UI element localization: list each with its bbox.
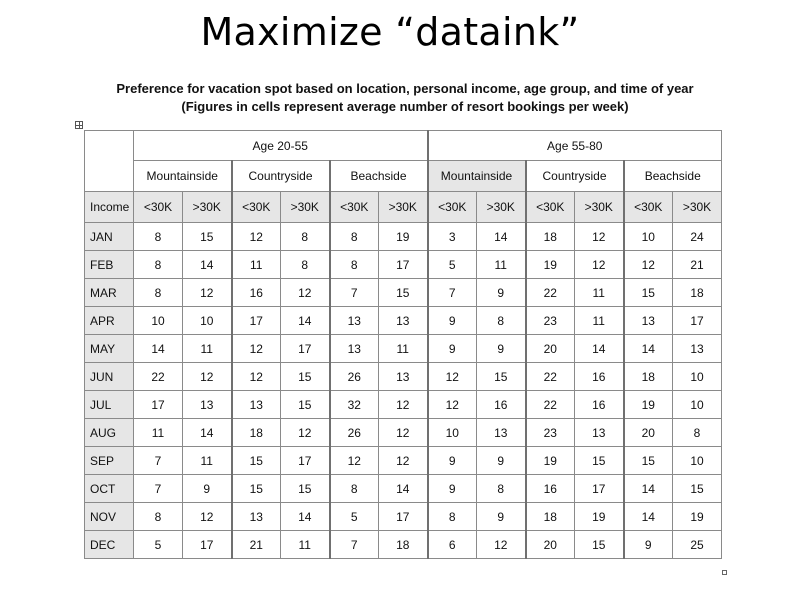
- data-cell: 11: [477, 251, 526, 279]
- month-label: MAY: [85, 335, 134, 363]
- month-label: OCT: [85, 475, 134, 503]
- table-row: [85, 307, 722, 335]
- table-row: [85, 223, 722, 251]
- data-cell: 20: [624, 419, 673, 447]
- month-label: AUG: [85, 419, 134, 447]
- data-cell: 13: [330, 307, 379, 335]
- data-cell: 10: [134, 307, 183, 335]
- income-level-header: <30K: [428, 192, 477, 223]
- month-label: NOV: [85, 503, 134, 531]
- data-cell: 14: [183, 419, 232, 447]
- data-cell: 7: [134, 447, 183, 475]
- data-cell: 9: [477, 279, 526, 307]
- data-cell: 25: [673, 531, 722, 559]
- data-cell: 8: [330, 251, 379, 279]
- data-cell: 15: [624, 279, 673, 307]
- table-row: [85, 531, 722, 559]
- data-cell: 12: [624, 251, 673, 279]
- data-cell: 15: [281, 391, 330, 419]
- table-row: [85, 335, 722, 363]
- data-cell: 12: [183, 363, 232, 391]
- data-cell: 12: [428, 391, 477, 419]
- income-label: Income: [85, 192, 134, 223]
- data-cell: 7: [330, 531, 379, 559]
- age-group-header-row: [85, 131, 722, 161]
- income-level-header: >30K: [673, 192, 722, 223]
- data-cell: 13: [575, 419, 624, 447]
- data-cell: 18: [624, 363, 673, 391]
- data-cell: 8: [281, 251, 330, 279]
- table-row: [85, 363, 722, 391]
- data-cell: 12: [281, 279, 330, 307]
- income-level-header: >30K: [183, 192, 232, 223]
- location-header-row: [85, 161, 722, 192]
- data-cell: 13: [183, 391, 232, 419]
- data-cell: 19: [673, 503, 722, 531]
- table-caption-line-1: Preference for vacation spot based on location, personal income, age group, and time of year: [116, 81, 694, 96]
- data-cell: 11: [379, 335, 428, 363]
- data-cell: 17: [183, 531, 232, 559]
- month-label: JAN: [85, 223, 134, 251]
- table-row: [85, 447, 722, 475]
- bookings-table: [84, 130, 722, 559]
- data-cell: 8: [330, 223, 379, 251]
- data-cell: 17: [379, 251, 428, 279]
- data-cell: 15: [281, 475, 330, 503]
- data-cell: 20: [526, 335, 575, 363]
- data-cell: 14: [281, 307, 330, 335]
- data-cell: 11: [183, 447, 232, 475]
- data-cell: 9: [477, 503, 526, 531]
- income-level-header: <30K: [232, 192, 281, 223]
- data-cell: 26: [330, 419, 379, 447]
- data-cell: 9: [428, 447, 477, 475]
- month-label: SEP: [85, 447, 134, 475]
- data-cell: 5: [134, 531, 183, 559]
- location-header: Mountainside: [428, 161, 526, 192]
- data-cell: 12: [232, 223, 281, 251]
- data-cell: 9: [428, 475, 477, 503]
- data-cell: 22: [526, 363, 575, 391]
- data-cell: 19: [526, 447, 575, 475]
- data-cell: 13: [379, 363, 428, 391]
- data-cell: 8: [477, 307, 526, 335]
- location-header: Countryside: [526, 161, 624, 192]
- data-cell: 14: [624, 475, 673, 503]
- data-cell: 14: [134, 335, 183, 363]
- data-cell: 15: [281, 363, 330, 391]
- data-cell: 18: [526, 503, 575, 531]
- table-row: [85, 503, 722, 531]
- data-cell: 32: [330, 391, 379, 419]
- data-cell: 8: [134, 503, 183, 531]
- age-group-header: Age 20-55: [134, 131, 428, 161]
- data-cell: 13: [232, 503, 281, 531]
- data-cell: 12: [183, 279, 232, 307]
- income-level-header: >30K: [575, 192, 624, 223]
- data-cell: 21: [232, 531, 281, 559]
- data-cell: 7: [134, 475, 183, 503]
- data-cell: 8: [330, 475, 379, 503]
- data-cell: 11: [575, 307, 624, 335]
- data-cell: 16: [575, 391, 624, 419]
- data-cell: 17: [281, 447, 330, 475]
- data-cell: 18: [232, 419, 281, 447]
- data-cell: 11: [232, 251, 281, 279]
- data-cell: 16: [477, 391, 526, 419]
- month-label: DEC: [85, 531, 134, 559]
- data-cell: 12: [232, 363, 281, 391]
- data-cell: 16: [575, 363, 624, 391]
- data-cell: 15: [575, 447, 624, 475]
- month-label: FEB: [85, 251, 134, 279]
- location-header: Countryside: [232, 161, 330, 192]
- data-cell: 11: [575, 279, 624, 307]
- data-cell: 17: [134, 391, 183, 419]
- data-cell: 19: [575, 503, 624, 531]
- data-cell: 16: [526, 475, 575, 503]
- table-caption-line-2: (Figures in cells represent average number of resort bookings per week): [181, 99, 629, 114]
- data-cell: 21: [673, 251, 722, 279]
- data-cell: 8: [673, 419, 722, 447]
- month-label: APR: [85, 307, 134, 335]
- data-cell: 13: [624, 307, 673, 335]
- data-cell: 9: [428, 307, 477, 335]
- month-label: MAR: [85, 279, 134, 307]
- data-cell: 5: [330, 503, 379, 531]
- data-cell: 11: [134, 419, 183, 447]
- data-cell: 12: [477, 531, 526, 559]
- data-cell: 8: [281, 223, 330, 251]
- data-cell: 12: [232, 335, 281, 363]
- data-cell: 24: [673, 223, 722, 251]
- income-header-row: [85, 192, 722, 223]
- data-cell: 12: [575, 251, 624, 279]
- data-cell: 14: [379, 475, 428, 503]
- data-cell: 22: [526, 391, 575, 419]
- data-cell: 15: [477, 363, 526, 391]
- income-level-header: <30K: [330, 192, 379, 223]
- data-cell: 10: [673, 391, 722, 419]
- data-cell: 19: [379, 223, 428, 251]
- table-row: [85, 475, 722, 503]
- income-level-header: <30K: [134, 192, 183, 223]
- data-cell: 10: [428, 419, 477, 447]
- data-cell: 23: [526, 307, 575, 335]
- data-cell: 9: [428, 335, 477, 363]
- data-cell: 12: [575, 223, 624, 251]
- data-cell: 12: [281, 419, 330, 447]
- data-cell: 13: [673, 335, 722, 363]
- data-cell: 17: [232, 307, 281, 335]
- data-cell: 14: [624, 503, 673, 531]
- data-cell: 15: [232, 475, 281, 503]
- data-cell: 7: [330, 279, 379, 307]
- data-cell: 9: [477, 447, 526, 475]
- data-cell: 11: [183, 335, 232, 363]
- data-cell: 13: [330, 335, 379, 363]
- table-resize-handle-icon[interactable]: [722, 570, 727, 575]
- data-cell: 13: [232, 391, 281, 419]
- data-cell: 14: [575, 335, 624, 363]
- data-cell: 12: [379, 391, 428, 419]
- table-row: [85, 391, 722, 419]
- month-label: JUN: [85, 363, 134, 391]
- data-cell: 13: [477, 419, 526, 447]
- data-cell: 11: [281, 531, 330, 559]
- data-cell: 8: [477, 475, 526, 503]
- data-cell: 3: [428, 223, 477, 251]
- data-cell: 12: [330, 447, 379, 475]
- location-header: Beachside: [624, 161, 722, 192]
- data-cell: 14: [624, 335, 673, 363]
- data-cell: 9: [624, 531, 673, 559]
- location-header: Beachside: [330, 161, 428, 192]
- data-cell: 15: [379, 279, 428, 307]
- table-row: [85, 251, 722, 279]
- data-cell: 8: [428, 503, 477, 531]
- data-cell: 19: [624, 391, 673, 419]
- income-level-header: >30K: [379, 192, 428, 223]
- data-cell: 13: [379, 307, 428, 335]
- location-header: Mountainside: [134, 161, 232, 192]
- data-cell: 15: [673, 475, 722, 503]
- income-level-header: >30K: [281, 192, 330, 223]
- data-cell: 22: [526, 279, 575, 307]
- income-level-header: <30K: [624, 192, 673, 223]
- data-cell: 9: [477, 335, 526, 363]
- data-cell: 5: [428, 251, 477, 279]
- data-cell: 15: [232, 447, 281, 475]
- data-cell: 19: [526, 251, 575, 279]
- data-cell: 10: [183, 307, 232, 335]
- month-label: JUL: [85, 391, 134, 419]
- data-cell: 10: [624, 223, 673, 251]
- data-cell: 8: [134, 223, 183, 251]
- data-cell: 16: [232, 279, 281, 307]
- data-cell: 10: [673, 447, 722, 475]
- table-row: [85, 419, 722, 447]
- data-cell: 12: [428, 363, 477, 391]
- data-cell: 12: [379, 447, 428, 475]
- data-cell: 18: [526, 223, 575, 251]
- table-move-handle-icon[interactable]: [75, 121, 83, 129]
- data-cell: 23: [526, 419, 575, 447]
- income-level-header: <30K: [526, 192, 575, 223]
- data-cell: 20: [526, 531, 575, 559]
- data-cell: 9: [183, 475, 232, 503]
- data-cell: 26: [330, 363, 379, 391]
- income-level-header: >30K: [477, 192, 526, 223]
- slide-title: Maximize “dataink”: [200, 10, 580, 54]
- data-cell: 18: [673, 279, 722, 307]
- data-cell: 15: [624, 447, 673, 475]
- data-cell: 17: [281, 335, 330, 363]
- data-cell: 14: [477, 223, 526, 251]
- data-cell: 22: [134, 363, 183, 391]
- data-cell: 17: [673, 307, 722, 335]
- data-cell: 15: [575, 531, 624, 559]
- data-cell: 15: [183, 223, 232, 251]
- data-cell: 12: [183, 503, 232, 531]
- data-cell: 17: [575, 475, 624, 503]
- table-row: [85, 279, 722, 307]
- age-group-header: Age 55-80: [428, 131, 722, 161]
- data-cell: 8: [134, 251, 183, 279]
- data-cell: 17: [379, 503, 428, 531]
- data-cell: 14: [183, 251, 232, 279]
- data-cell: 6: [428, 531, 477, 559]
- data-cell: 18: [379, 531, 428, 559]
- corner-cell: [85, 131, 134, 192]
- data-cell: 14: [281, 503, 330, 531]
- data-cell: 7: [428, 279, 477, 307]
- data-cell: 10: [673, 363, 722, 391]
- data-cell: 12: [379, 419, 428, 447]
- data-cell: 8: [134, 279, 183, 307]
